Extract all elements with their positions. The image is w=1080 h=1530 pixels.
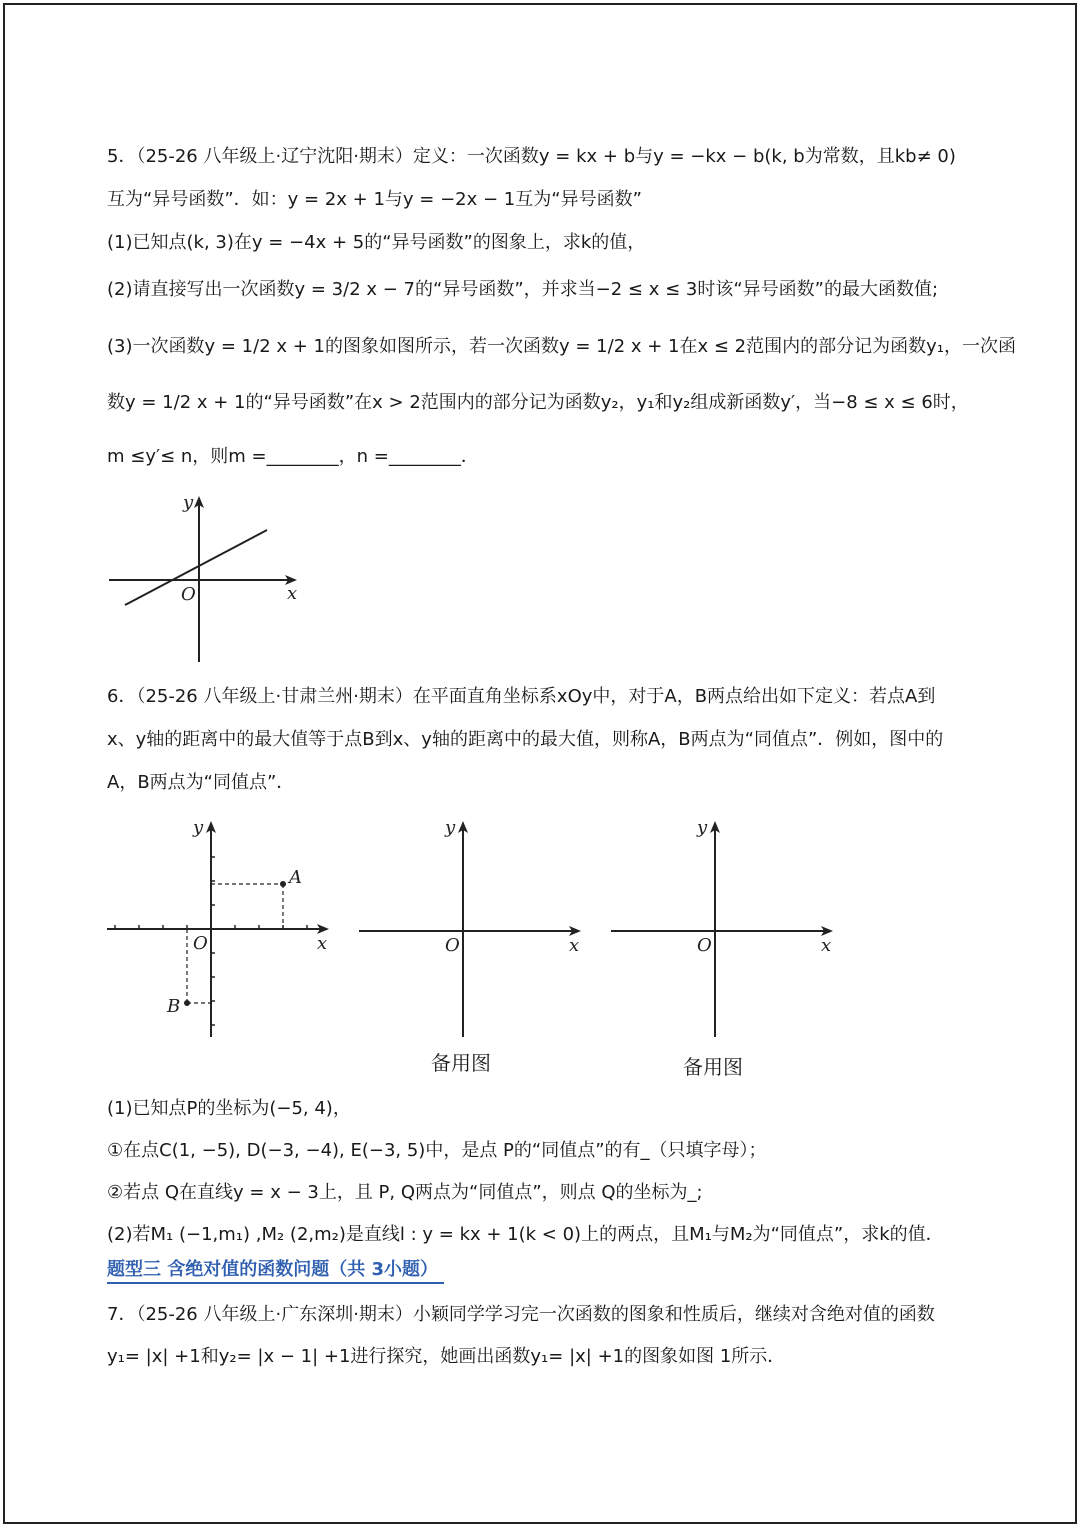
y-axis-label: y — [183, 492, 194, 513]
x-axis-label: x — [569, 935, 580, 956]
x-axis-label: x — [287, 583, 298, 604]
q6-line-2: x、y轴的距离中的最大值等于点B到x、y轴的距离中的最大值，则称A，B两点为“同值点”．例如，图中的 — [107, 729, 944, 750]
origin-label: O — [193, 933, 208, 954]
backup-caption-2: 备用图 — [683, 1055, 743, 1079]
q5-line-2: 互为“异号函数”．如：y = 2x + 1与y = −2x − 1互为“异号函数” — [107, 189, 642, 210]
q5-line-4: (2)请直接写出一次函数y = 3/2 x − 7的“异号函数”，并求当−2 ≤ x ≤ 3时该“异号函数”的最大函数值; — [107, 279, 939, 300]
q5-line-7: m ≤y′≤ n，则m =________，n =________． — [107, 446, 479, 467]
q6-figure-main — [105, 815, 345, 1045]
q6-sub-1a: ①在点C(1, −5), D(−3, −4), E(−3, 5)中，是点 P的“同值点”的有_（只填字母）； — [107, 1140, 767, 1161]
q5-line-5: (3)一次函数y = 1/2 x + 1的图象如图所示，若一次函数y = 1/2 x + 1在x ≤ 2范围内的部分记为函数y₁，一次函 — [107, 336, 1016, 357]
origin-label: O — [697, 935, 712, 956]
origin-label: O — [181, 584, 196, 605]
x-axis-label: x — [821, 935, 832, 956]
point-a-label: A — [289, 867, 302, 888]
y-axis-label: y — [193, 817, 204, 838]
origin-label: O — [445, 935, 460, 956]
q6-figure-backup-1 — [357, 815, 597, 1045]
y-axis-label: y — [697, 817, 708, 838]
q6-line-1: 6．（25-26 八年级上·甘肃兰州·期末）在平面直角坐标系xOy中，对于A，B两点给出如下定义：若点A到 — [107, 686, 936, 707]
function-line — [125, 530, 267, 605]
q6-figure-backup-2 — [609, 815, 849, 1045]
y-axis-label: y — [445, 817, 456, 838]
q5-line-6: 数y = 1/2 x + 1的“异号函数”在x > 2范围内的部分记为函数y₂，y₁和y₂组成新函数y′，当−8 ≤ x ≤ 6时， — [107, 392, 969, 413]
q6-sub-2: (2)若M₁ (−1,m₁) ,M₂ (2,m₂)是直线l : y = kx + 1(k < 0)上的两点，且M₁与M₂为“同值点”，求k的值． — [107, 1224, 944, 1245]
point-a — [280, 881, 286, 887]
q6-line-3: A，B两点为“同值点”． — [107, 772, 295, 793]
document-page — [3, 3, 1077, 1524]
q7-line-2: y₁= |x| +1和y₂= |x − 1| +1进行探究，她画出函数y₁= |x| +1的图象如图 1所示． — [107, 1346, 786, 1367]
q6-sub-1: (1)已知点P的坐标为(−5, 4)， — [107, 1098, 351, 1119]
section-heading: 题型三 含绝对值的函数问题（共 3小题） — [107, 1258, 444, 1284]
q7-line-1: 7．（25-26 八年级上·广东深圳·期末）小颖同学学习完一次函数的图象和性质后，继续对含绝对值的函数 — [107, 1304, 935, 1325]
point-b — [184, 1000, 190, 1006]
q5-line-graph — [105, 490, 305, 665]
q6-sub-1b: ②若点 Q在直线y = x − 3上，且 P, Q两点为“同值点”，则点 Q的坐标为_; — [107, 1182, 703, 1203]
q5-line-3: (1)已知点(k, 3)在y = −4x + 5的“异号函数”的图象上，求k的值， — [107, 232, 646, 253]
x-axis-label: x — [317, 933, 328, 954]
q5-line-1: 5．（25-26 八年级上·辽宁沈阳·期末）定义：一次函数y = kx + b与y = −kx − b(k, b为常数，且kb≠ 0) — [107, 146, 956, 167]
point-b-label: B — [167, 996, 181, 1017]
backup-caption-1: 备用图 — [431, 1051, 491, 1075]
